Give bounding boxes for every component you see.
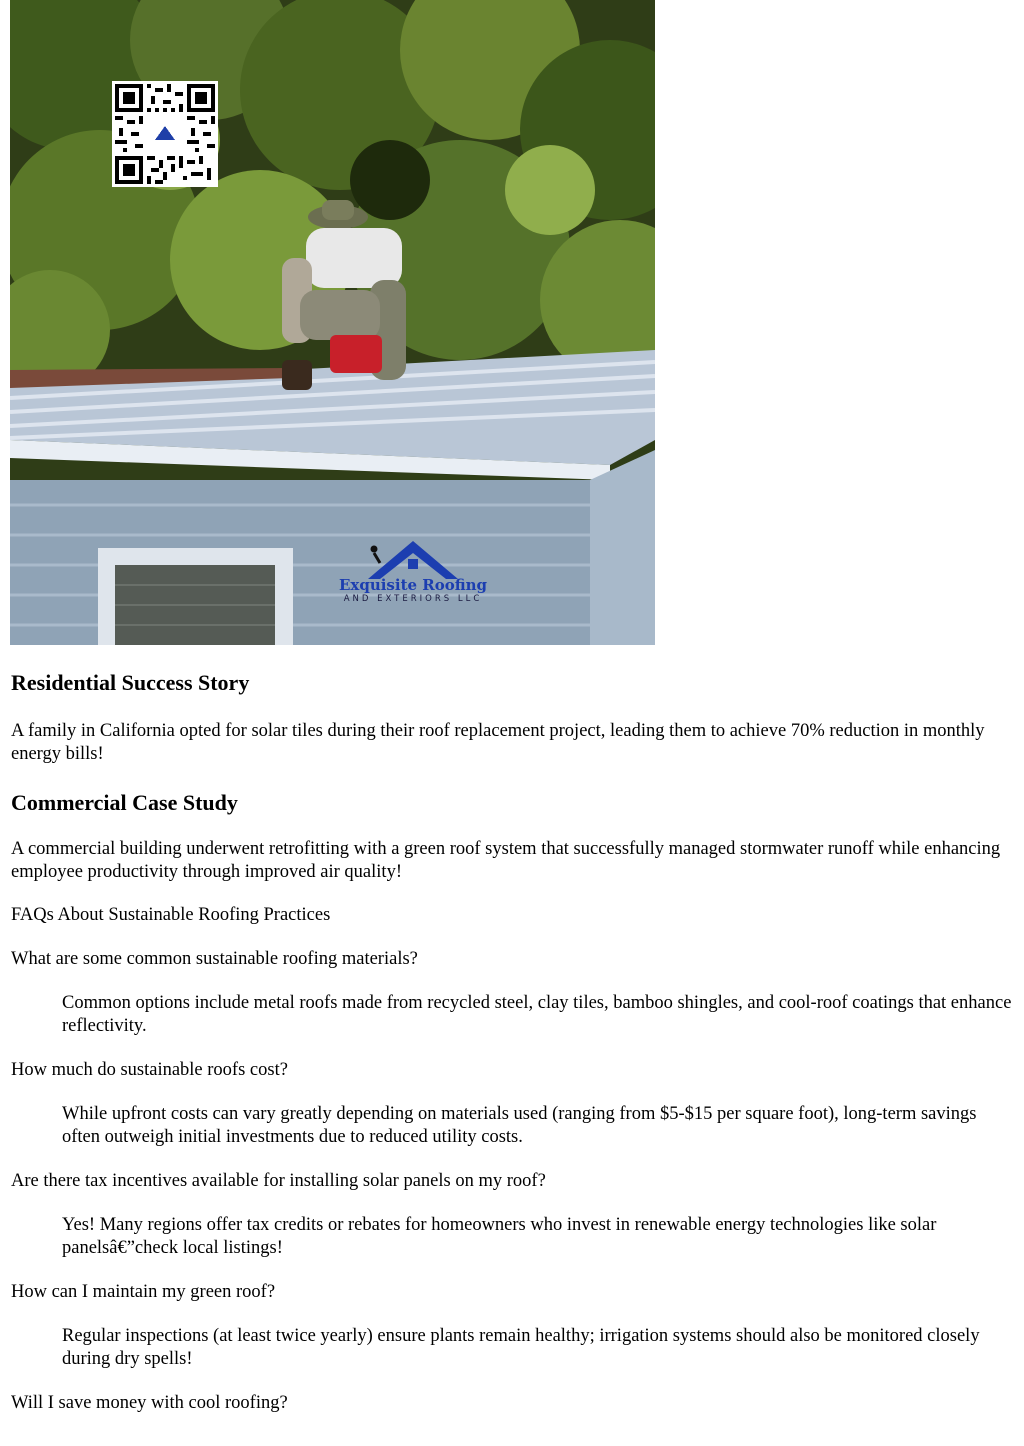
logo-name: Exquisite Roofing	[338, 576, 488, 594]
faq-question: Are there tax incentives available for installing solar panels on my roof?	[11, 1171, 546, 1191]
faq-answer: Regular inspections (at least twice yearly) ensure plants remain healthy; irrigation systems should also be monitored closely during dry spells!	[62, 1326, 980, 1369]
faq-question: How can I maintain my green roof?	[11, 1282, 276, 1302]
case-study-title: Commercial Case Study	[11, 790, 238, 815]
faq-answer: Common options include metal roofs made from recycled steel, clay tiles, bamboo shingles, and cool-roof coatings that enhance reflectivity.	[62, 993, 1012, 1036]
case-study-text: A commercial building underwent retrofitting with a green roof system that successfully managed stormwater runoff while enhancing employee productivity through improved air quality!	[11, 839, 1001, 882]
story-title: Residential Success Story	[11, 670, 250, 695]
faq-title: FAQs About Sustainable Roofing Practices	[11, 905, 331, 925]
faq-question: Will I save money with cool roofing?	[11, 1393, 288, 1413]
faq-question: What are some common sustainable roofing materials?	[11, 949, 418, 969]
story-text: A family in California opted for solar tiles during their roof replacement project, leading them to achieve 70% reduction in monthly energy bills!	[11, 721, 985, 764]
faq-question: How much do sustainable roofs cost?	[11, 1060, 288, 1080]
faq-answer: While upfront costs can vary greatly depending on materials used (ranging from $5-$15 per square foot), long-term savings often outweigh initial investments due to reduced utility costs.	[62, 1104, 977, 1147]
faq-answer: Yes! Many regions offer tax credits or rebates for homeowners who invest in renewable energy technologies like solar panelsâ€”check local listings!	[62, 1215, 937, 1258]
article-content	[11, 668, 1014, 1415]
hero-image	[10, 0, 655, 645]
company-logo	[328, 537, 498, 617]
logo-tagline: AND EXTERIORS LLC	[343, 594, 483, 604]
house-roof-icon	[358, 537, 468, 579]
qr-code-icon[interactable]	[112, 81, 218, 187]
